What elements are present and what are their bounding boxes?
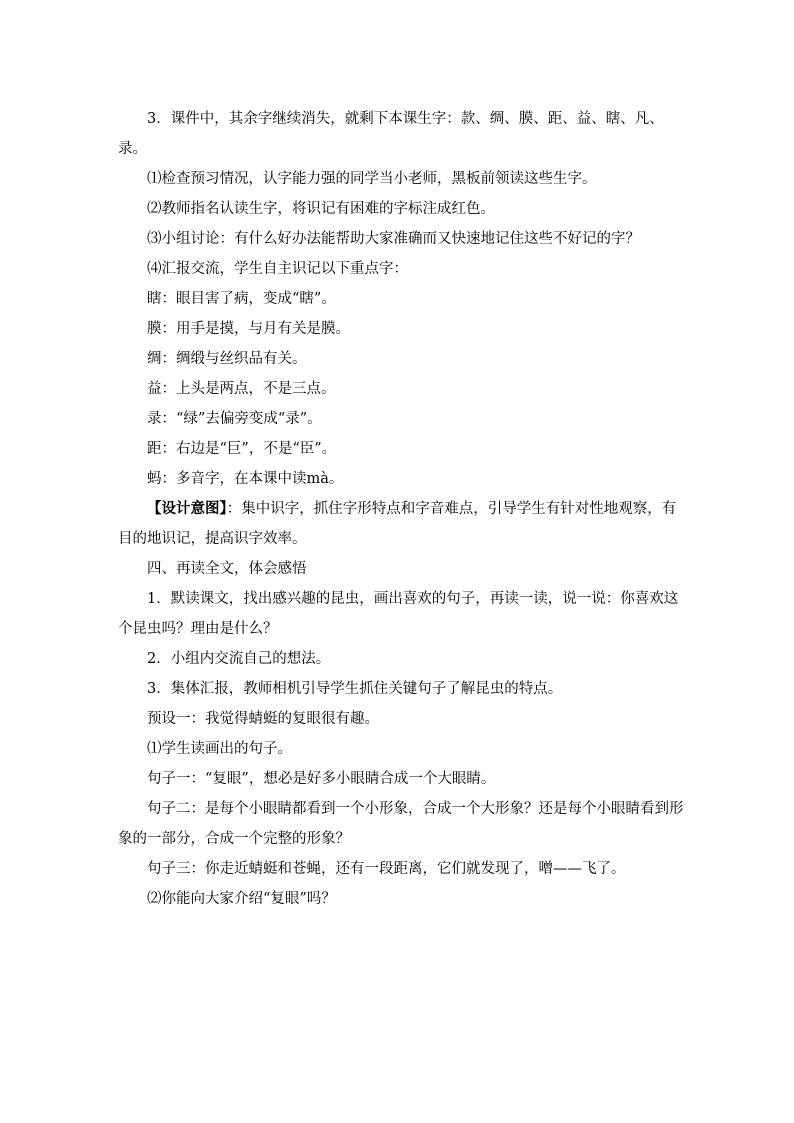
paragraph: 2．小组内交流自己的想法。	[147, 651, 331, 667]
design-intent-text: ：集中识字，抓住字形特点和字音难点，引导学生有针对性地观察，有目的地识记，提高识字效率。	[118, 501, 677, 547]
paragraph: 句子二：是每个小眼睛都看到一个小形象，合成一个大形象？还是每个小眼睛看到形象的一部分，合成一个完整的形象？	[118, 801, 684, 847]
paragraph: ⑴检查预习情况，认字能力强的同学当小老师，黑板前领读这些生字。	[147, 171, 597, 187]
paragraph: 瞎：眼目害了病，变成“瞎”。	[147, 291, 336, 307]
design-intent-paragraph	[118, 494, 684, 554]
paragraph: ⑵教师指名认读生字，将识记有困难的字标注成红色。	[147, 201, 495, 217]
paragraph: ⑶小组讨论：有什么好办法能帮助大家准确而又快速地记住这些不好记的字？	[147, 231, 640, 247]
paragraph: 1．默读课文，找出感兴趣的昆虫，画出喜欢的句子，再读一读，说一说：你喜欢这个昆虫吗？理由是什么？	[118, 591, 679, 637]
paragraph: 绸：绸缎与丝织品有关。	[147, 351, 307, 367]
section-heading: 四、再读全文，体会感悟	[147, 561, 307, 577]
paragraph: ⑷汇报交流，学生自主识记以下重点字：	[147, 261, 408, 277]
paragraph: 益：上头是两点，不是三点。	[147, 381, 336, 397]
paragraph: 录：“绿”去偏旁变成“录”。	[147, 411, 322, 427]
paragraph: 蚂：多音字，在本课中读mà。	[147, 471, 344, 487]
paragraph: ⑴学生读画出的句子。	[147, 741, 292, 757]
paragraph: ⑵你能向大家介绍“复眼”吗？	[147, 891, 336, 907]
paragraph: 句子一：“复眼”，想必是好多小眼睛合成一个大眼睛。	[147, 771, 496, 787]
paragraph: 3．集体汇报，教师相机引导学生抓住关键句子了解昆虫的特点。	[147, 681, 563, 697]
design-intent-label: 【设计意图】	[147, 500, 227, 517]
document-body	[118, 104, 684, 914]
paragraph: 预设一：我觉得蜻蜓的复眼很有趣。	[147, 711, 379, 727]
paragraph: 距：右边是“巨”，不是“臣”。	[147, 441, 337, 457]
paragraph: 膜：用手是摸，与月有关是膜。	[147, 321, 350, 337]
paragraph: 3．课件中，其余字继续消失，就剩下本课生字：款、绸、膜、距、益、瞎、凡、录。	[118, 111, 664, 157]
paragraph: 句子三：你走近蜻蜓和苍蝇，还有一段距离，它们就发现了，噌——飞了。	[147, 861, 626, 877]
